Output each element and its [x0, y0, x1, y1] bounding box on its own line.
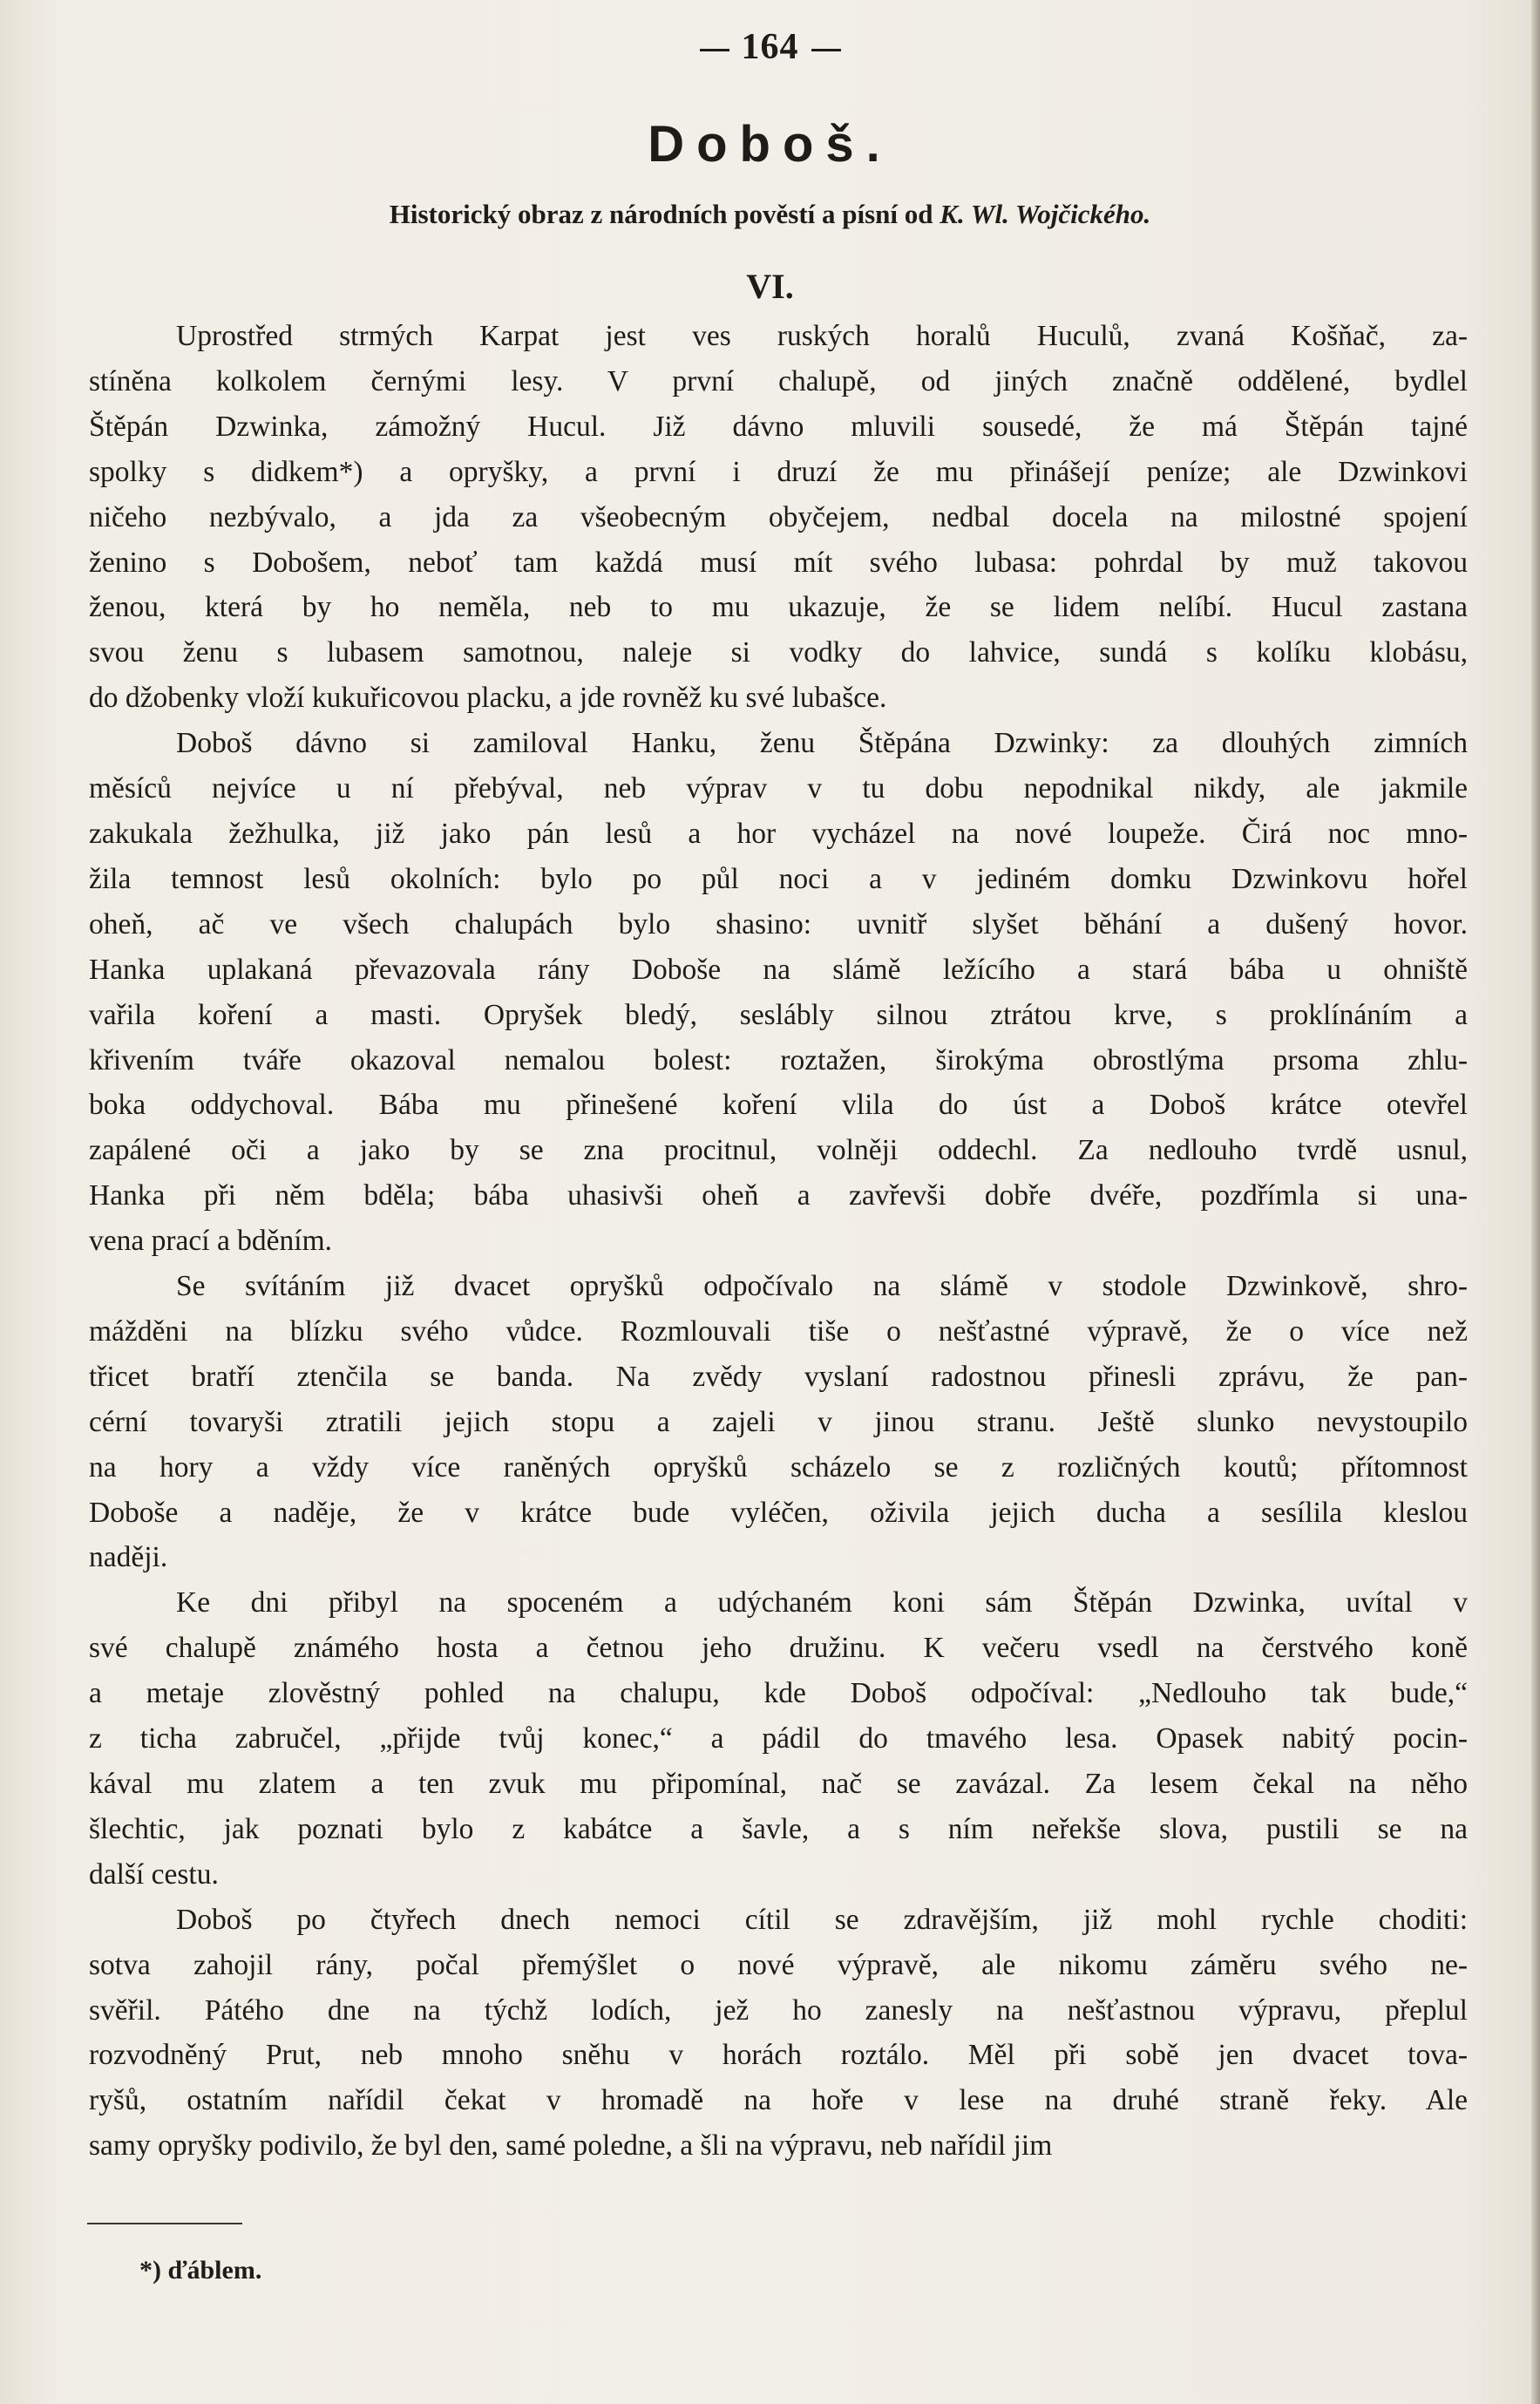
text-line: Se svítáním již dvacet opryšků odpočívalo na slámě v stodole Dzwinkově, shro- [176, 1270, 1468, 1303]
text-line: třicet bratří ztenčila se banda. Na zvědy vyslaní radostnou přinesli zprávu, že pan- [89, 1360, 1468, 1393]
page-number-header [0, 26, 1540, 68]
text-line: stíněna kolkolem černými lesy. V první chalupě, od jiných značně oddělené, bydlel [89, 364, 1468, 397]
text-line: Doboš po čtyřech dnech nemoci cítil se zdravějším, již mohl rychle choditi: [176, 1903, 1468, 1936]
text-line: Uprostřed strmých Karpat jest ves ruských horalů Huculů, zvaná Košňač, za- [176, 320, 1468, 352]
header-dash-left [700, 49, 729, 51]
text-line: rozvodněný Prut, neb mnoho sněhu v horách roztálo. Měl při sobě jen dvacet tova- [89, 2039, 1468, 2072]
text-line: oheň, ač ve všech chalupách bylo shasino: uvnitř slyšet běhání a dušený hovor. [89, 907, 1468, 941]
story-subtitle [0, 199, 1540, 230]
text-line: Ke dni přibyl na spoceném a udýchaném koni sám Štěpán Dzwinka, uvítal v [176, 1586, 1468, 1620]
text-line: z ticha zabručel, „přijde tvůj konec,“ a pádil do tmavého lesa. Opasek nabitý pocin- [89, 1722, 1468, 1755]
text-line: Doboš dávno si zamiloval Hanku, ženu Štěpána Dzwinky: za dlouhých zimních [176, 727, 1468, 760]
text-line: boka oddychoval. Bába mu přinešené koření vlila do úst a Doboš krátce otevřel [89, 1089, 1468, 1122]
text-line: ryšů, ostatním nařídil čekat v hromadě na hoře v lese na druhé straně řeky. Ale [89, 2084, 1468, 2117]
text-line: další cestu. [89, 1857, 219, 1891]
text-line: na hory a vždy více raněných opryšků scházelo se z rozličných koutů; přítomnost [89, 1450, 1468, 1484]
story-title: Doboš. [648, 116, 892, 173]
text-line: cérní tovaryši ztratili jejich stopu a zajeli v jinou stranu. Ještě slunko nevystoupilo [89, 1405, 1468, 1438]
text-line: ničeho nezbývalo, a jda za všeobecným obyčejem, nedbal docela na milostné spojení [89, 500, 1468, 533]
text-line: zapálené oči a jako by se zna procitnul, volněji oddechl. Za nedlouho tvrdě usnul, [89, 1134, 1468, 1167]
text-line: do džobenky vloží kukuřicovou placku, a jde rovněž ku své lubašce. [89, 682, 887, 715]
text-line: Hanka při něm bděla; bába uhasivši oheň a zavřevši dobře dvéře, pozdřímla si una- [89, 1179, 1468, 1212]
text-line: naději. [89, 1541, 168, 1574]
footnote: *) ďáblem. [139, 2256, 262, 2285]
text-line: vařila koření a masti. Opryšek bledý, seslábly silnou ztrátou krve, s proklínáním a [89, 998, 1468, 1031]
text-line: zakukala žežhulka, již jako pán lesů a hor vycházel na nové loupeže. Čirá noc mno- [89, 817, 1468, 850]
header-dash-right [811, 49, 841, 51]
text-line: sotva zahojil rány, počal přemýšlet o nové výpravě, ale nikomu záměru svého ne- [89, 1948, 1468, 1981]
page-edge-shadow [1531, 0, 1540, 2404]
text-line: svěřil. Pátého dne na týchž lodích, jež ho zanesly na nešťastnou výpravu, přeplul [89, 1993, 1468, 2027]
text-line: Doboše a naděje, že v krátce bude vyléčen, oživila jejich ducha a sesílila kleslou [89, 1496, 1468, 1529]
text-line: Štěpán Dzwinka, zámožný Hucul. Již dávno mluvili sousedé, že má Štěpán tajné [89, 410, 1468, 443]
text-line: samy opryšky podivilo, že byl den, samé poledne, a šli na výpravu, neb nařídil jim [89, 2129, 1053, 2163]
footnote-divider [87, 2223, 242, 2224]
text-line: spolky s didkem*) a opryšky, a první i druzí že mu přinášejí peníze; ale Dzwinkovi [89, 455, 1468, 488]
text-line: měsíců nejvíce u ní přebýval, neb výprav v tu dobu nepodnikal nikdy, ale jakmile [89, 772, 1468, 805]
text-line: ženou, která by ho neměla, neb to mu ukazuje, že se lidem nelíbí. Hucul zastana [89, 591, 1468, 624]
subtitle-author: K. Wl. Wojčického. [940, 199, 1151, 229]
chapter-heading: VI. [746, 267, 794, 306]
text-line: mážděni na blízku svého vůdce. Rozmlouvali tiše o nešťastné výpravě, že o více než [89, 1314, 1468, 1348]
text-line: svou ženu s lubasem samotnou, naleje si vodky do lahvice, sundá s kolíku klobásu, [89, 636, 1468, 669]
text-line: své chalupě známého hosta a četnou jeho družinu. K večeru vsedl na čerstvého koně [89, 1632, 1468, 1665]
text-line: šlechtic, jak poznati bylo z kabátce a šavle, a s ním neřekše slova, pustili se na [89, 1812, 1468, 1845]
text-line: a metaje zlověstný pohled na chalupu, kde Doboš odpočíval: „Nedlouho tak bude,“ [89, 1677, 1468, 1710]
text-line: kával mu zlatem a ten zvuk mu připomínal, nač se zavázal. Za lesem čekal na něho [89, 1768, 1468, 1800]
text-line: žila temnost lesů okolních: bylo po půl noci a v jediném domku Dzwinkovu hořel [89, 862, 1468, 895]
text-line: ženino s Dobošem, neboť tam každá musí mít svého lubasa: pohrdal by muž takovou [89, 546, 1468, 579]
page-number: 164 [741, 27, 799, 67]
text-line: Hanka uplakaná převazovala rány Doboše na slámě ležícího a stará bába u ohniště [89, 953, 1468, 986]
text-line: křivením tváře okazoval nemalou bolest: roztažen, širokýma obrostlýma prsoma zhlu- [89, 1043, 1468, 1076]
body-text [89, 314, 1468, 2169]
subtitle-prefix: Historický obraz z národních pověstí a písní od [389, 199, 933, 229]
text-line: vena prací a bděním. [89, 1225, 333, 1258]
